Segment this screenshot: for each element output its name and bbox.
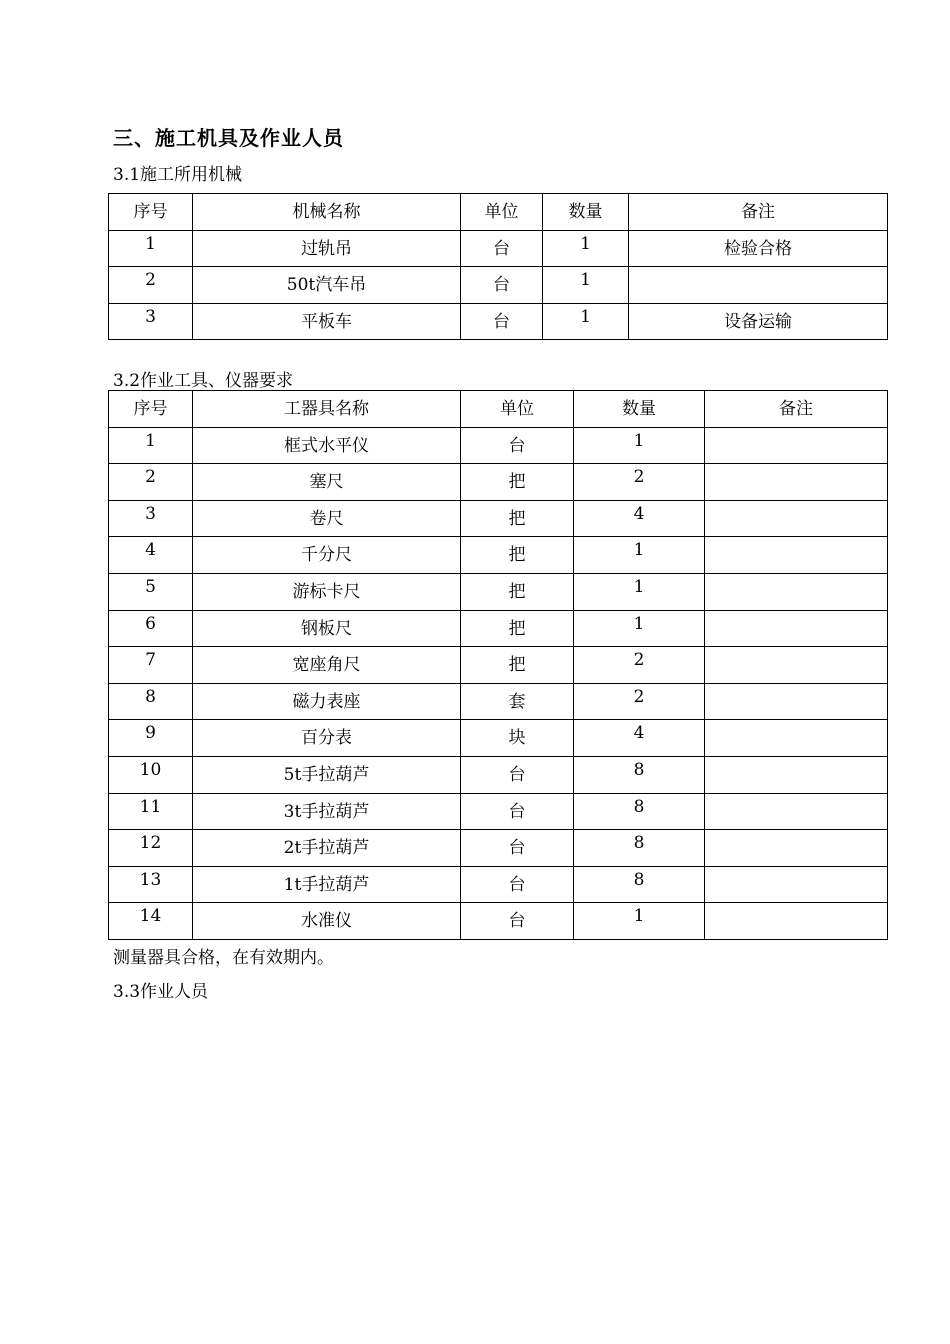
cell-unit: 台 [461, 903, 574, 940]
cell-quantity: 1 [574, 537, 705, 574]
cell-index: 2 [109, 267, 193, 304]
table-row [109, 427, 888, 464]
machinery-table [108, 193, 888, 340]
table-row [109, 230, 888, 267]
cell-unit: 把 [461, 500, 574, 537]
cell-name: 水准仪 [193, 903, 461, 940]
cell-name: 卷尺 [193, 500, 461, 537]
cell-name: 磁力表座 [193, 683, 461, 720]
cell-remark [705, 756, 888, 793]
cell-name: 百分表 [193, 720, 461, 757]
table-row [109, 464, 888, 501]
cell-remark [705, 647, 888, 684]
cell-name: 宽座角尺 [193, 647, 461, 684]
cell-unit: 台 [461, 427, 574, 464]
cell-quantity: 2 [574, 464, 705, 501]
cell-index: 5 [109, 573, 193, 610]
table-row [109, 866, 888, 903]
cell-index: 1 [109, 427, 193, 464]
header-cell-unit: 单位 [461, 391, 574, 428]
cell-name: 框式水平仪 [193, 427, 461, 464]
table-row [109, 830, 888, 867]
cell-unit: 套 [461, 683, 574, 720]
cell-index: 11 [109, 793, 193, 830]
cell-quantity: 1 [543, 230, 629, 267]
cell-quantity: 4 [574, 500, 705, 537]
cell-remark [705, 683, 888, 720]
cell-unit: 把 [461, 464, 574, 501]
cell-name: 游标卡尺 [193, 573, 461, 610]
cell-remark [705, 720, 888, 757]
cell-name: 50t汽车吊 [193, 267, 461, 304]
cell-quantity: 1 [574, 903, 705, 940]
cell-unit: 台 [461, 756, 574, 793]
cell-quantity: 2 [574, 683, 705, 720]
cell-quantity: 8 [574, 756, 705, 793]
cell-remark [629, 267, 888, 304]
cell-name: 5t手拉葫芦 [193, 756, 461, 793]
table-row [109, 903, 888, 940]
cell-quantity: 1 [574, 573, 705, 610]
cell-quantity: 1 [574, 610, 705, 647]
cell-name: 千分尺 [193, 537, 461, 574]
cell-remark [705, 903, 888, 940]
cell-index: 3 [109, 303, 193, 340]
cell-unit: 把 [461, 573, 574, 610]
table-row [109, 500, 888, 537]
cell-remark [705, 866, 888, 903]
cell-unit: 台 [461, 303, 543, 340]
cell-quantity: 1 [543, 303, 629, 340]
cell-index: 10 [109, 756, 193, 793]
table-row [109, 573, 888, 610]
header-cell-unit: 单位 [461, 194, 543, 231]
cell-name: 平板车 [193, 303, 461, 340]
tools-note: 测量器具合格，在有效期内。 [113, 948, 334, 968]
cell-index: 2 [109, 464, 193, 501]
cell-remark [705, 793, 888, 830]
cell-unit: 台 [461, 866, 574, 903]
cell-unit: 块 [461, 720, 574, 757]
header-cell-index: 序号 [109, 194, 193, 231]
cell-remark [705, 830, 888, 867]
table-header-row [109, 391, 888, 428]
cell-name: 钢板尺 [193, 610, 461, 647]
cell-quantity: 1 [574, 427, 705, 464]
cell-remark: 检验合格 [629, 230, 888, 267]
cell-remark [705, 537, 888, 574]
cell-name: 塞尺 [193, 464, 461, 501]
cell-unit: 把 [461, 647, 574, 684]
header-cell-name: 工器具名称 [193, 391, 461, 428]
header-cell-quantity: 数量 [574, 391, 705, 428]
cell-index: 1 [109, 230, 193, 267]
cell-quantity: 2 [574, 647, 705, 684]
table-row [109, 720, 888, 757]
cell-index: 12 [109, 830, 193, 867]
table-row [109, 793, 888, 830]
cell-unit: 台 [461, 267, 543, 304]
cell-unit: 台 [461, 793, 574, 830]
table-row [109, 267, 888, 304]
cell-quantity: 8 [574, 793, 705, 830]
cell-index: 9 [109, 720, 193, 757]
cell-name: 2t手拉葫芦 [193, 830, 461, 867]
table-row [109, 303, 888, 340]
table-row [109, 610, 888, 647]
cell-unit: 台 [461, 230, 543, 267]
header-cell-remark: 备注 [705, 391, 888, 428]
tools-table [108, 390, 888, 940]
machinery-section-title: 3.1施工所用机械 [113, 165, 243, 185]
personnel-section-title: 3.3作业人员 [113, 982, 209, 1002]
tools-section-title: 3.2作业工具、仪器要求 [113, 371, 294, 391]
cell-remark [705, 573, 888, 610]
header-cell-index: 序号 [109, 391, 193, 428]
cell-name: 3t手拉葫芦 [193, 793, 461, 830]
cell-quantity: 1 [543, 267, 629, 304]
cell-index: 14 [109, 903, 193, 940]
cell-name: 1t手拉葫芦 [193, 866, 461, 903]
header-cell-remark: 备注 [629, 194, 888, 231]
table-row [109, 537, 888, 574]
cell-index: 7 [109, 647, 193, 684]
cell-unit: 把 [461, 537, 574, 574]
table-row [109, 756, 888, 793]
header-cell-quantity: 数量 [543, 194, 629, 231]
cell-remark [705, 610, 888, 647]
cell-remark [705, 464, 888, 501]
table-row [109, 683, 888, 720]
cell-unit: 台 [461, 830, 574, 867]
cell-index: 3 [109, 500, 193, 537]
cell-quantity: 8 [574, 830, 705, 867]
cell-remark [705, 500, 888, 537]
cell-index: 6 [109, 610, 193, 647]
cell-index: 4 [109, 537, 193, 574]
table-row [109, 647, 888, 684]
cell-quantity: 8 [574, 866, 705, 903]
table-header-row [109, 194, 888, 231]
section-heading: 三、施工机具及作业人员 [113, 126, 344, 150]
cell-unit: 把 [461, 610, 574, 647]
cell-index: 8 [109, 683, 193, 720]
cell-index: 13 [109, 866, 193, 903]
cell-quantity: 4 [574, 720, 705, 757]
header-cell-name: 机械名称 [193, 194, 461, 231]
cell-remark: 设备运输 [629, 303, 888, 340]
cell-name: 过轨吊 [193, 230, 461, 267]
cell-remark [705, 427, 888, 464]
